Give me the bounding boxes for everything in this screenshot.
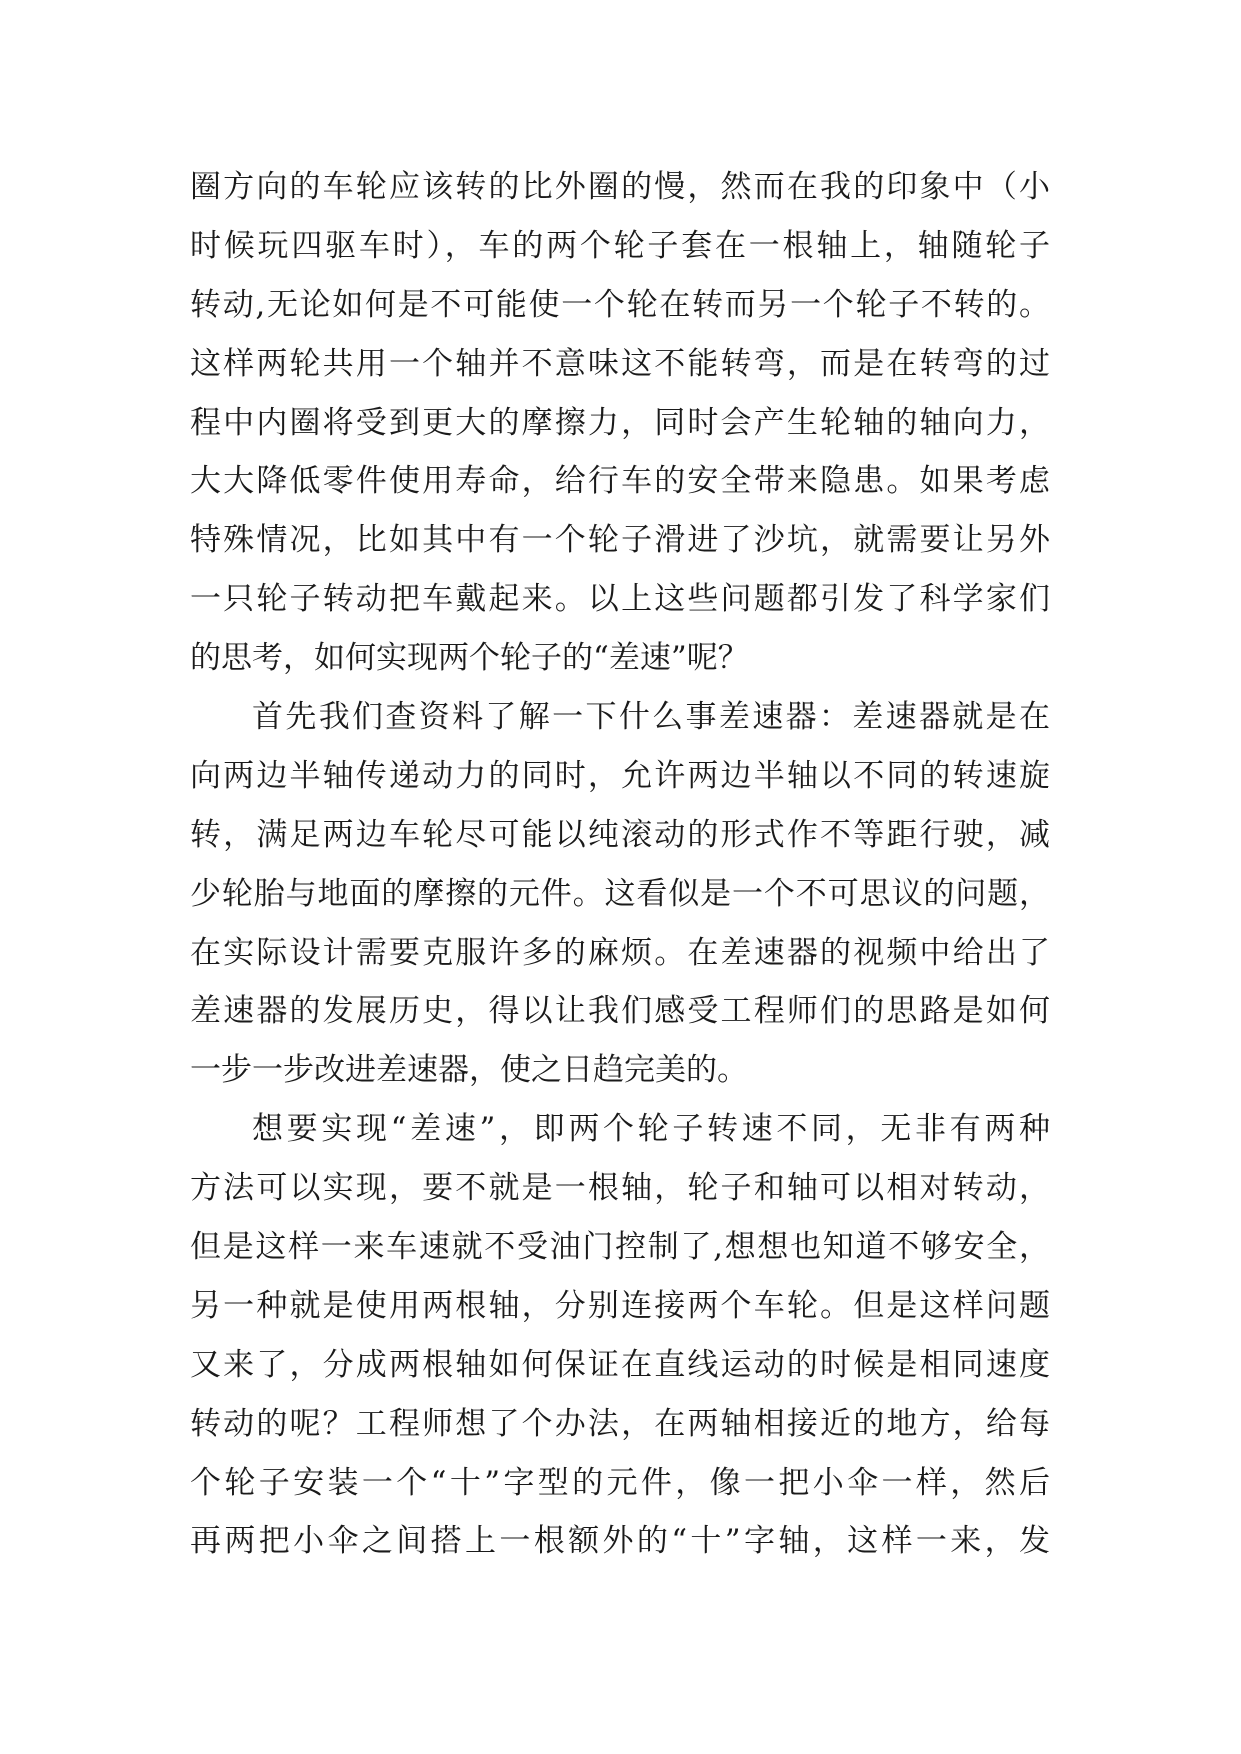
paragraph-2 bbox=[190, 688, 1050, 1100]
text-line: 但是这样一来车速就不受油门控制了,想想也知道不够安全， bbox=[190, 1229, 1050, 1266]
text-line: 又来了，分成两根轴如何保证在直线运动的时候是相同速度 bbox=[190, 1346, 1050, 1383]
text-line: 的思考，如何实现两个轮子的“差速”呢？ bbox=[190, 640, 749, 677]
text-line: 大大降低零件使用寿命，给行车的安全带来隐患。如果考虑 bbox=[190, 463, 1050, 500]
paragraph-1 bbox=[190, 158, 1050, 688]
text-line: 一只轮子转动把车戴起来。以上这些问题都引发了科学家们 bbox=[190, 581, 1050, 618]
paragraph-3 bbox=[190, 1100, 1050, 1571]
text-line: 个轮子安装一个“十”字型的元件，像一把小伞一样，然后 bbox=[190, 1464, 1050, 1501]
text-line: 想要实现“差速”，即两个轮子转速不同，无非有两种 bbox=[252, 1111, 1050, 1148]
text-line: 转，满足两边车轮尽可能以纯滚动的形式作不等距行驶，减 bbox=[190, 816, 1050, 853]
body-text bbox=[190, 158, 1050, 1571]
text-line: 转动,无论如何是不可能使一个轮在转而另一个轮子不转的。 bbox=[190, 286, 1050, 323]
text-line: 在实际设计需要克服许多的麻烦。在差速器的视频中给出了 bbox=[190, 934, 1050, 971]
text-line: 首先我们查资料了解一下什么事差速器：差速器就是在 bbox=[252, 699, 1050, 736]
text-line: 一步一步改进差速器，使之日趋完美的。 bbox=[190, 1052, 748, 1089]
text-line: 圈方向的车轮应该转的比外圈的慢，然而在我的印象中（小 bbox=[190, 169, 1050, 205]
text-line: 程中内圈将受到更大的摩擦力，同时会产生轮轴的轴向力， bbox=[190, 404, 1050, 441]
text-line: 另一种就是使用两根轴，分别连接两个车轮。但是这样问题 bbox=[190, 1287, 1050, 1324]
text-line: 向两边半轴传递动力的同时，允许两边半轴以不同的转速旋 bbox=[190, 757, 1050, 794]
text-line: 这样两轮共用一个轴并不意味这不能转弯，而是在转弯的过 bbox=[190, 345, 1050, 382]
text-line: 特殊情况，比如其中有一个轮子滑进了沙坑，就需要让另外 bbox=[190, 522, 1050, 559]
text-line: 少轮胎与地面的摩擦的元件。这看似是一个不可思议的问题， bbox=[190, 875, 1050, 912]
text-line: 转动的呢？工程师想了个办法，在两轴相接近的地方，给每 bbox=[190, 1405, 1050, 1442]
text-line: 方法可以实现，要不就是一根轴，轮子和轴可以相对转动， bbox=[190, 1170, 1050, 1207]
text-line: 时候玩四驱车时），车的两个轮子套在一根轴上，轴随轮子 bbox=[190, 227, 1050, 264]
text-line: 再两把小伞之间搭上一根额外的“十”字轴，这样一来，发 bbox=[190, 1523, 1050, 1560]
text-line: 差速器的发展历史，得以让我们感受工程师们的思路是如何 bbox=[190, 993, 1050, 1030]
